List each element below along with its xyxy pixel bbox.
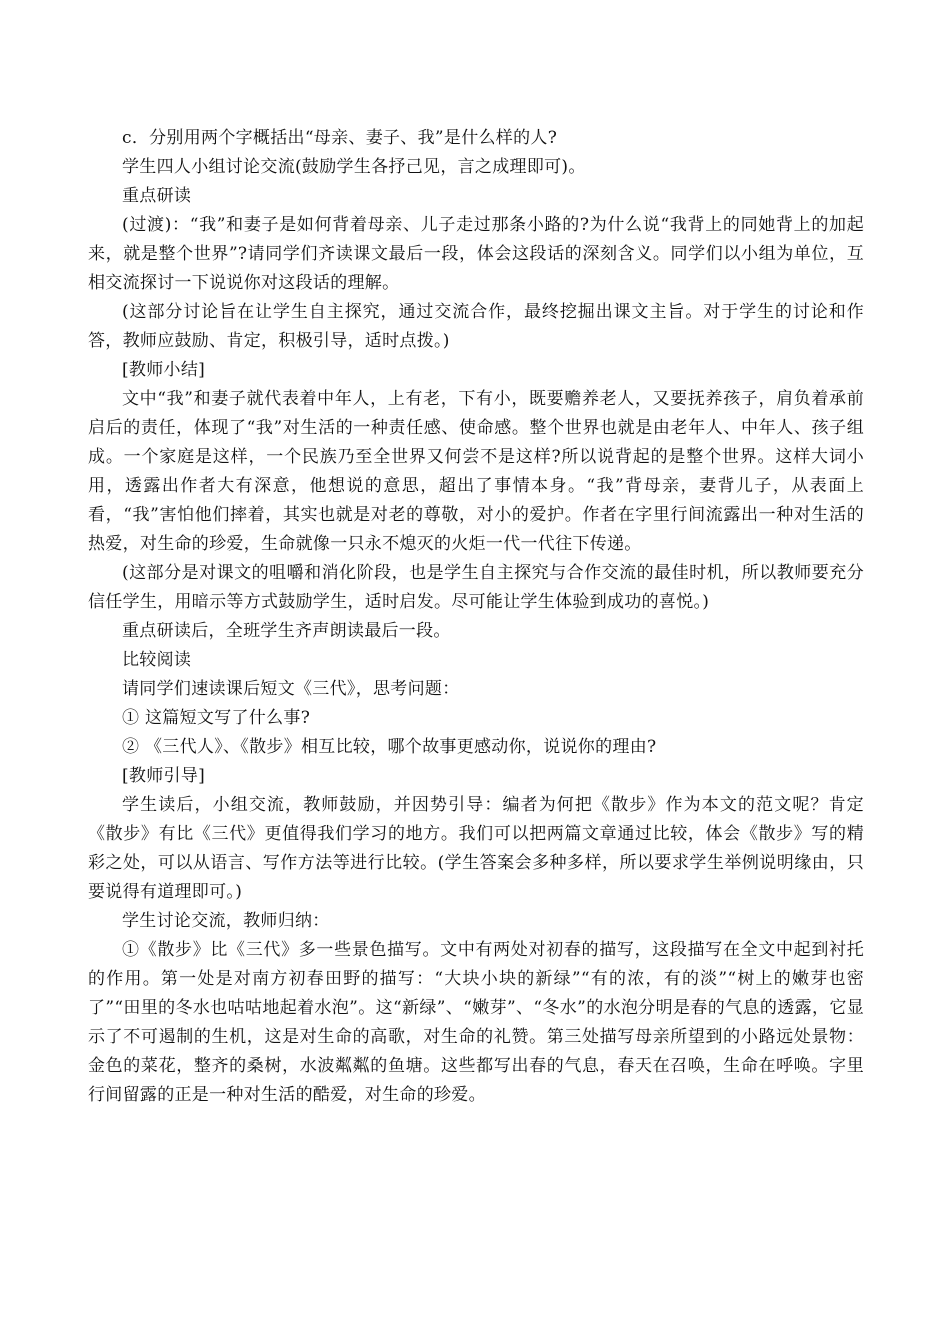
section-heading-comparative-reading: 比较阅读 (122, 650, 192, 670)
digestion-stage-note: (这部分是对课文的咀嚼和消化阶段，也是学生自主探究与合作交流的最佳时机，所以教师要充分信任学生，用暗示等方式鼓励学生，适时启发。尽可能让学生体验到成功的喜悦。) (88, 563, 864, 612)
question-1: ① 这篇短文写了什么事? (122, 708, 311, 728)
teacher-summary-paragraph: 文中“我”和妻子就代表着中年人，上有老，下有小，既要赡养老人，又要抚养孩子，肩负着承前启后的责任，体现了“我”对生活的一种责任感、使命感。整个世界也就是由老年人、中年人、孩子组成。一个家庭是这样，一个民族乃至全世界又何尝不是这样?所以说背起的是整个世界。这样大词小用，透露出作者大有深意，他想说的意思，超出了事情本身。“我”背母亲，妻背儿子，从表面上看，“我”害怕他们摔着，其实也就是对老的尊敬，对小的爱护。作者在字里行间流露出一种对生活的热爱，对生命的珍爱，生命就像一只永不熄灭的火炬一代一代往下传递。 (88, 389, 864, 554)
transition-paragraph: (过渡)：“我”和妻子是如何背着母亲、儿子走过那条小路的?为什么说“我背上的同她背上的加起来，就是整个世界”?请同学们齐读课文最后一段，体会这段话的深刻含义。同学们以小组为单位，互相交流探讨一下说说你对这段话的理解。 (88, 215, 864, 293)
discussion-purpose-note: (这部分讨论旨在让学生自主探究，通过交流合作，最终挖掘出课文主旨。对于学生的讨论和作答，教师应鼓励、肯定，积极引导，适时点拨。) (88, 302, 864, 351)
discussion-summary-intro: 学生讨论交流，教师归纳： (122, 911, 330, 931)
teacher-summary-heading: [教师小结] (122, 360, 206, 380)
speed-reading-instruction: 请同学们速读课后短文《三代》，思考问题： (122, 679, 460, 699)
read-aloud-instruction: 重点研读后，全班学生齐声朗读最后一段。 (122, 621, 451, 641)
question-2: ② 《三代人》、《散步》相互比较，哪个故事更感动你，说说你的理由? (122, 737, 657, 757)
scenery-description-paragraph: ①《散步》比《三代》多一些景色描写。文中有两处对初春的描写，这段描写在全文中起到衬托的作用。第一处是对南方初春田野的描写：“大块小块的新绿”“有的浓，有的淡”“树上的嫩芽也密了”“田里的冬水也咕咕地起着水泡”。这“新绿”、“嫩芽”、“冬水”的水泡分明是春的气息的透露，它显示了不可遏制的生机，这是对生命的高歌，对生命的礼赞。第三处描写母亲所望到的小路远处景物：金色的菜花，整齐的桑树，水波粼粼的鱼塘。这些都写出春的气息，春天在召唤，生命在呼唤。字里行间留露的正是一种对生活的酷爱，对生命的珍爱。 (88, 940, 864, 1105)
section-heading-key-reading: 重点研读 (122, 186, 192, 206)
teacher-guidance-heading: [教师引导] (122, 766, 206, 786)
question-c: c．分别用两个字概括出“母亲、妻子、我”是什么样的人? (122, 128, 558, 148)
document-body (88, 124, 864, 1110)
teacher-guidance-paragraph: 学生读后，小组交流，教师鼓励，并因势引导：编者为何把《散步》作为本文的范文呢？肯定《散步》有比《三代》更值得我们学习的地方。我们可以把两篇文章通过比较，体会《散步》写的精彩之处，可以从语言、写作方法等进行比较。(学生答案会多种多样，所以要求学生举例说明缘由，只要说得有道理即可。) (88, 795, 864, 902)
group-discussion-note: 学生四人小组讨论交流(鼓励学生各抒己见，言之成理即可)。 (122, 157, 586, 177)
